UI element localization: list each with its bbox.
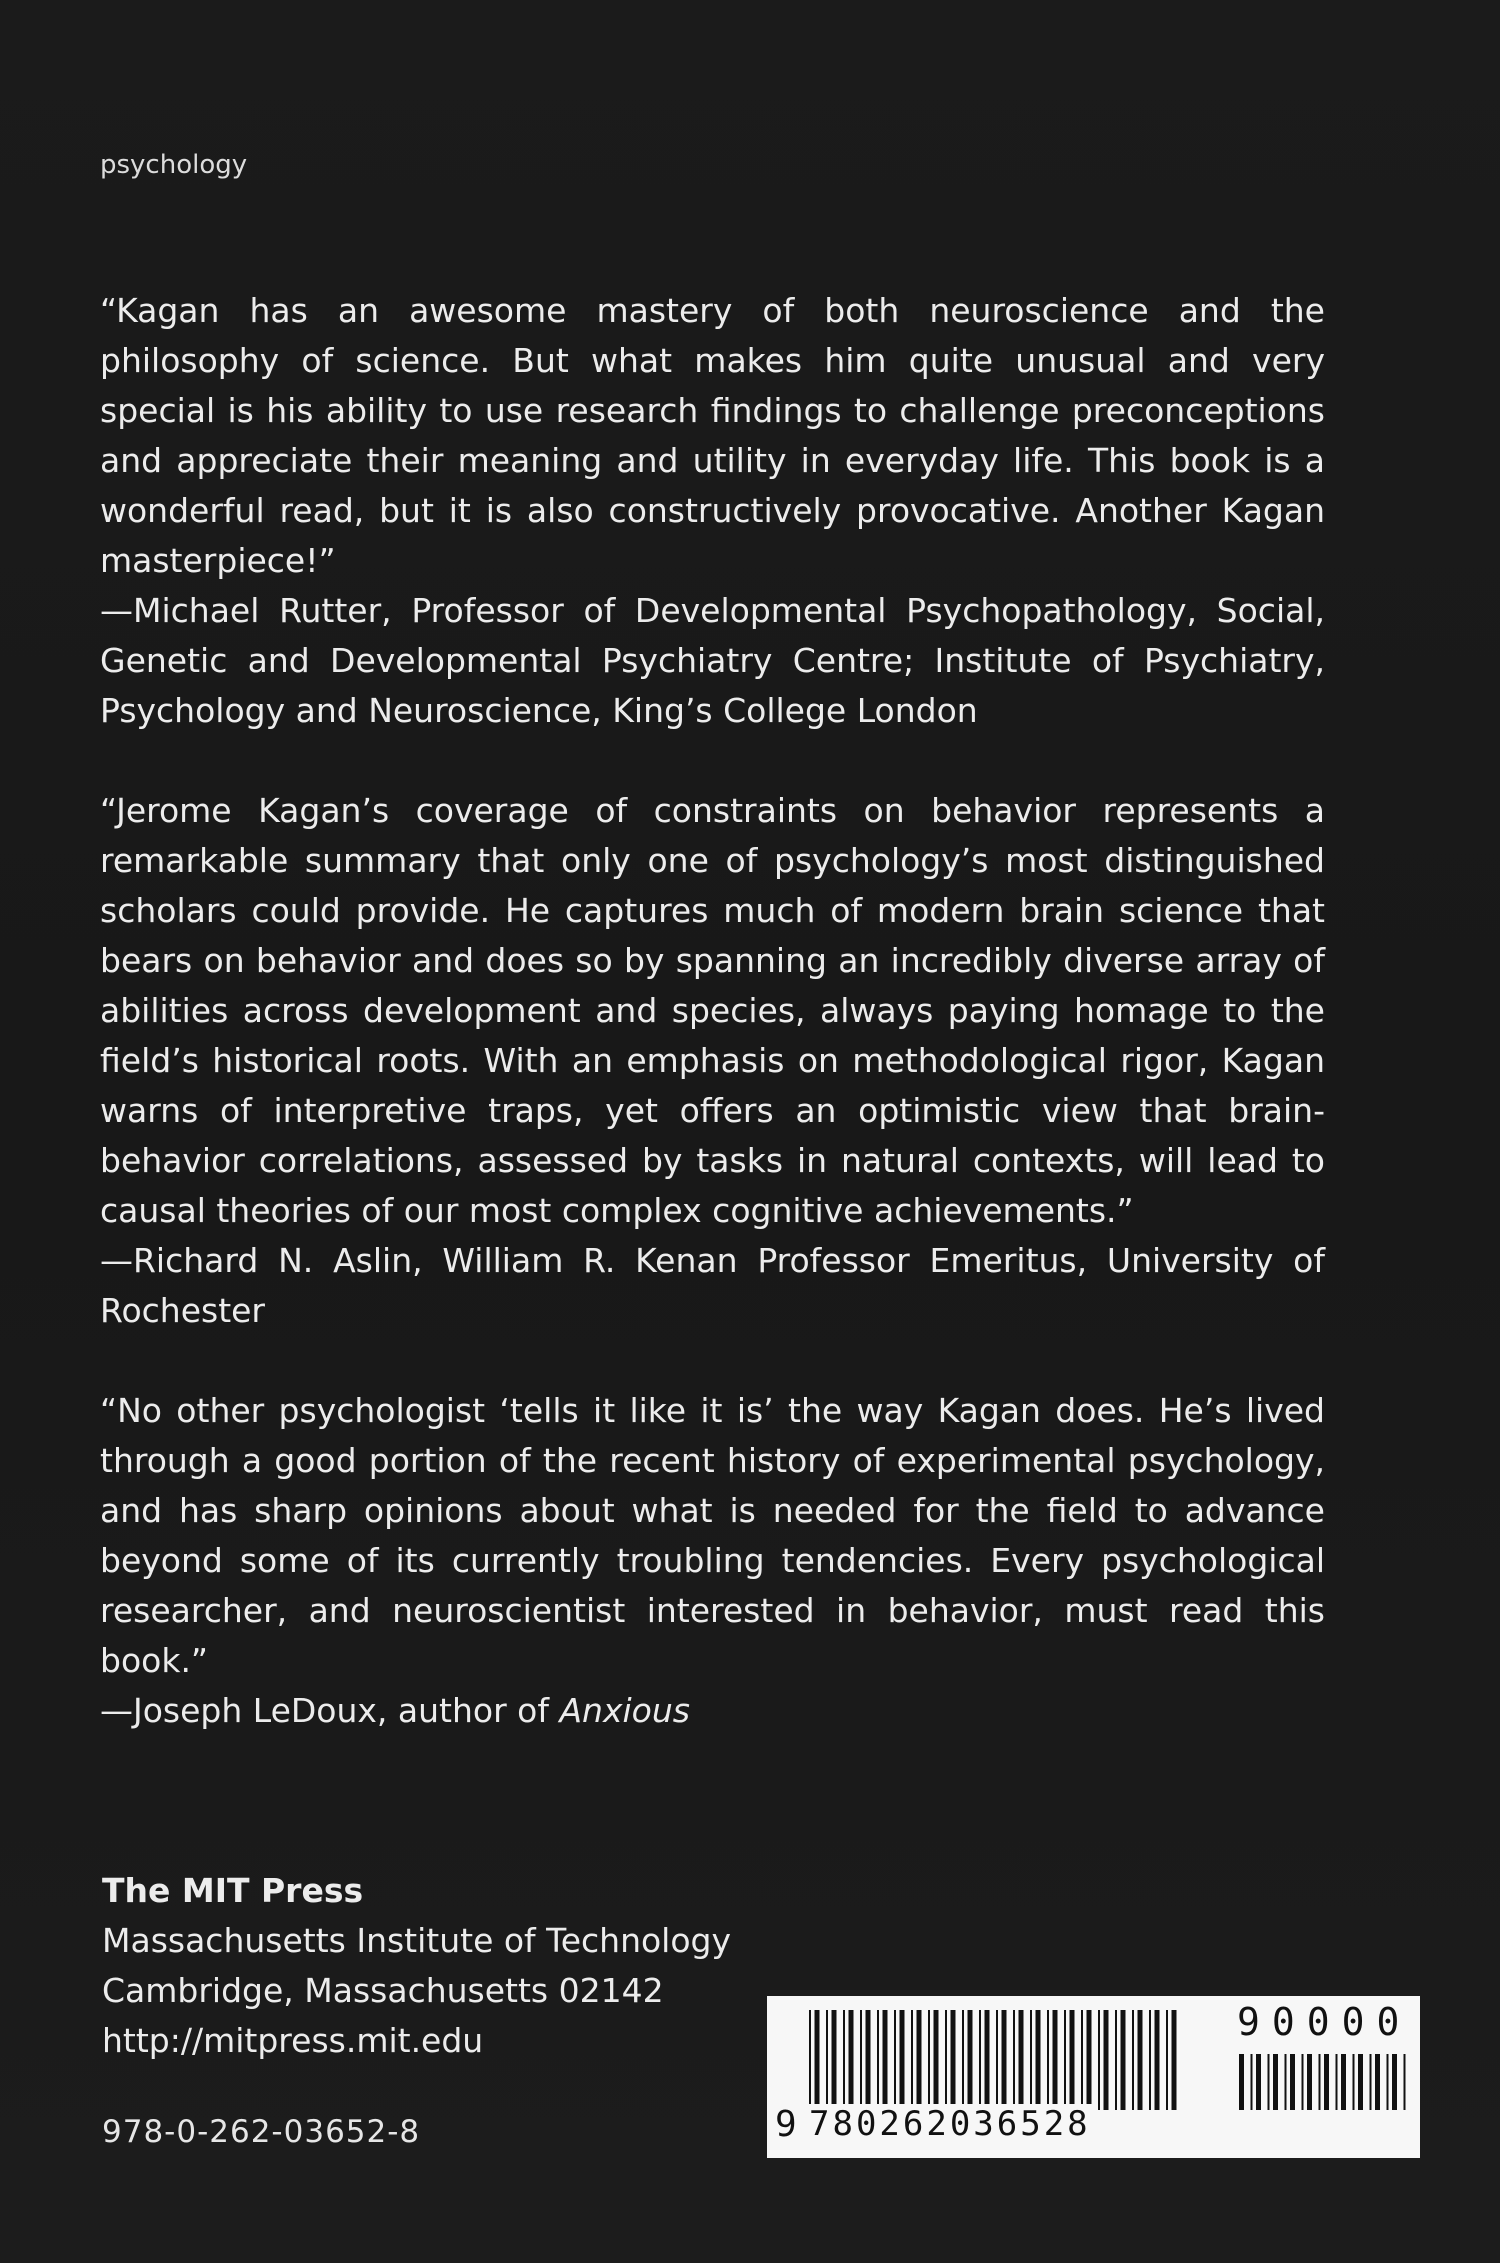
publisher-name: The MIT Press	[102, 1871, 364, 1910]
attribution-text: —Joseph LeDoux, author of	[100, 1691, 560, 1730]
blurb-aslin	[100, 786, 1325, 1336]
blurb-attribution: —Richard N. Aslin, William R. Kenan Professor Emeritus, University of Rochester	[100, 1241, 1325, 1330]
barcode-addon-digits: 90000	[1237, 2000, 1412, 2044]
isbn: 978-0-262-03652-8	[102, 2114, 421, 2150]
publisher-address: Cambridge, Massachusetts 02142	[102, 1971, 664, 2010]
blurb-rutter	[100, 286, 1325, 736]
publisher-block	[102, 1866, 731, 2066]
blurb-attribution	[100, 1686, 1325, 1736]
blurb-quote: “No other psychologist ‘tells it like it is’ the way Kagan does. He’s lived through a good portion of the recent history of experimental psychology, and has sharp opinions about what is needed for the field to advance beyond some of its currently troubling tendencies. Every psychological researcher, and neuroscientist interested in behavior, must read this book.”	[100, 1391, 1325, 1680]
category-label: psychology	[100, 150, 248, 180]
blurb-attribution: —Michael Rutter, Professor of Developmental Psychopathology, Social, Genetic and Developmental Psychiatry Centre; Institute of Psychiatry, Psychology and Neuroscience, King’s College London	[100, 591, 1325, 730]
blurb-quote: “Jerome Kagan’s coverage of constraints on behavior represents a remarkable summary that only one of psychology’s most distinguished scholars could provide. He captures much of modern brain science that bears on behavior and does so by spanning an incredibly diverse array of abilities across development and species, always paying homage to the field’s historical roots. With an emphasis on methodological rigor, Kagan warns of interpretive traps, yet offers an optimistic view that brain-behavior correlations, assessed by tasks in natural contexts, will lead to causal theories of our most complex cognitive achievements.”	[100, 791, 1325, 1230]
publisher-url: http://mitpress.mit.edu	[102, 2021, 484, 2060]
barcode-lead-digit: 9	[775, 2104, 797, 2145]
blurbs	[100, 286, 1325, 1786]
publisher-institution: Massachusetts Institute of Technology	[102, 1921, 732, 1960]
blurb-ledoux	[100, 1386, 1325, 1736]
book-title: Anxious	[559, 1691, 690, 1730]
barcode	[767, 1996, 1420, 2158]
barcode-digits: 780262036528	[809, 2104, 1091, 2144]
blurb-quote: “Kagan has an awesome mastery of both neuroscience and the philosophy of science. But what makes him quite unusual and very special is his ability to use research findings to challenge preconceptions and appreciate their meaning and utility in everyday life. This book is a wonderful read, but it is also constructively provocative. Another Kagan masterpiece!”	[100, 291, 1325, 580]
